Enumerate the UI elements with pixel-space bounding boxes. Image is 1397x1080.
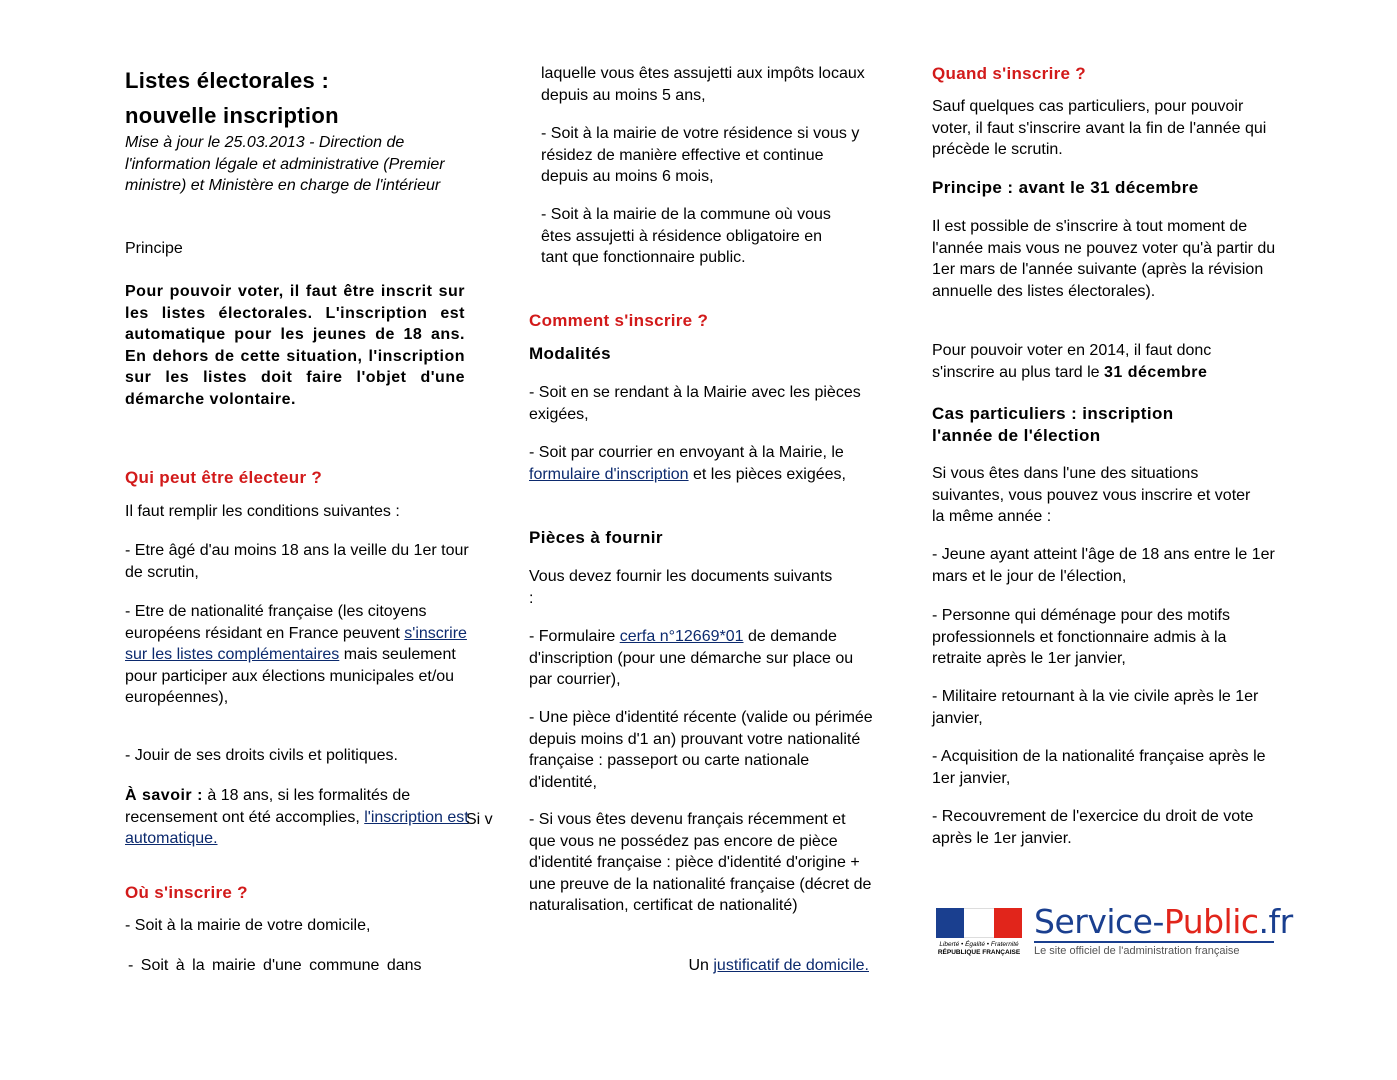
ou-residence: - Soit à la mairie de votre résidence si vous y résidez de manière effective et continue depuis au moins 6 mois, bbox=[541, 125, 860, 185]
ou-commune-continued: laquelle vous êtes assujetti aux impôts locaux depuis au moins 5 ans, bbox=[541, 65, 865, 104]
cas-jeune: - Jeune ayant atteint l'âge de 18 ans entre le 1er mars et le jour de l'élection, bbox=[932, 546, 1275, 585]
ou-commune: - Soit à la mairie d'une commune dans bbox=[128, 957, 422, 974]
cas-particuliers-heading: Cas particuliers : inscription l'année de l'élection bbox=[932, 404, 1174, 445]
link-justificatif-domicile[interactable]: justificatif de domicile. bbox=[713, 957, 869, 974]
condition-age: - Etre âgé d'au moins 18 ans la veille du 1er tour de scrutin, bbox=[125, 542, 469, 581]
principe-text: Pour pouvoir voter, il faut être inscrit sur les listes électorales. L'inscription est automatique pour les jeunes de 18 ans. En dehors de cette situation, l'inscription sur les listes doit faire l'objet d'une démarche volontaire. bbox=[125, 283, 465, 408]
condition-rights: - Jouir de ses droits civils et politiques. bbox=[125, 747, 398, 764]
a-savoir-label: À savoir : bbox=[125, 787, 203, 804]
republique-francaise-logo bbox=[936, 908, 1022, 958]
piece-formulaire: - Formulaire cerfa n°12669*01 de demande d'inscription (pour une démarche sur place ou par courrier), bbox=[529, 628, 854, 688]
piece-identite: - Une pièce d'identité récente (valide ou périmée depuis moins d'1 an) prouvant votre nationalité française : passeport ou carte nationale d'identité, bbox=[529, 709, 873, 791]
heading-ou-s-inscrire: Où s'inscrire ? bbox=[125, 883, 248, 902]
ou-fonctionnaire: - Soit à la mairie de la commune où vous êtes assujetti à résidence obligatoire en tant que fonctionnaire public. bbox=[541, 206, 831, 266]
heading-quand-s-inscrire: Quand s'inscrire ? bbox=[932, 64, 1086, 83]
a-savoir: À savoir : à 18 ans, si les formalités de recensement ont été accomplies, l'inscription est automatique. bbox=[125, 787, 469, 847]
piece-domicile: Un justificatif de domicile. bbox=[688, 957, 869, 974]
wordmark-underline bbox=[1034, 941, 1274, 943]
heading-qui-peut-etre-electeur: Qui peut être électeur ? bbox=[125, 468, 323, 487]
ou-domicile: - Soit à la mairie de votre domicile, bbox=[125, 917, 371, 934]
modalites-heading: Modalités bbox=[529, 344, 612, 363]
link-listes-complementaires[interactable]: s'inscrire sur les listes complémentaires bbox=[125, 624, 467, 663]
conditions-intro: Il faut remplir les conditions suivantes : bbox=[125, 503, 400, 520]
quand-text: Sauf quelques cas particuliers, pour pouvoir voter, il faut s'inscrire avant la fin de l'année qui précède le scrutin. bbox=[932, 98, 1267, 158]
link-formulaire-inscription[interactable]: formulaire d'inscription bbox=[529, 465, 689, 483]
cas-recouvrement: - Recouvrement de l'exercice du droit de vote après le 1er janvier. bbox=[932, 808, 1254, 847]
stray-text: Si v bbox=[466, 811, 493, 828]
update-meta: Mise à jour le 25.03.2013 - Direction de l'information légale et administrative (Premier ministre) et Ministère en charge de l'intérieur bbox=[125, 134, 445, 194]
principe-label: Principe bbox=[125, 240, 183, 257]
link-inscription-automatique[interactable]: l'inscription est automatique. bbox=[125, 808, 469, 847]
principe-text-col3: Il est possible de s'inscrire à tout moment de l'année mais vous ne pouvez voter qu'à partir du 1er mars de l'année suivante (après la révision annuelle des listes électorales). bbox=[932, 218, 1276, 300]
service-public-logo bbox=[932, 900, 1293, 962]
vote-2014: Pour pouvoir voter en 2014, il faut donc s'inscrire au plus tard le 31 décembre bbox=[932, 342, 1212, 381]
link-cerfa[interactable]: cerfa n°12669*01 bbox=[619, 628, 744, 645]
condition-nationality: - Etre de nationalité française (les citoyens européens résidant en France peuvent s'inscrire sur les listes complémentaires mais seulement pour participer aux élections municipales et/ou européennes), bbox=[125, 603, 467, 706]
pieces-heading: Pièces à fournir bbox=[529, 528, 663, 547]
piece-naturalisation: - Si vous êtes devenu français récemment et que vous ne possédez pas encore de pièce d'identité française : pièce d'identité d'origine + une preuve de la nationalité française (décret de naturalisation, certificat de nationalité) bbox=[529, 811, 872, 914]
page-title-line2: nouvelle inscription bbox=[125, 103, 339, 128]
cas-militaire: - Militaire retournant à la vie civile après le 1er janvier, bbox=[932, 688, 1259, 727]
pieces-intro: Vous devez fournir les documents suivants : bbox=[529, 568, 833, 607]
rf-name: RÉPUBLIQUE FRANÇAISE bbox=[937, 949, 1021, 956]
marianne-flag-icon bbox=[936, 908, 1022, 938]
modalite-mairie: - Soit en se rendant à la Mairie avec les pièces exigées, bbox=[529, 384, 861, 423]
heading-comment-s-inscrire: Comment s'inscrire ? bbox=[529, 311, 709, 330]
service-public-wordmark: Service-Public.fr bbox=[1034, 902, 1293, 941]
modalite-courrier: - Soit par courrier en envoyant à la Mairie, le formulaire d'inscription et les pièces exigées, bbox=[529, 444, 846, 483]
cas-demenagement: - Personne qui déménage pour des motifs professionnels et fonctionnaire admis à la retraite après le 1er janvier, bbox=[932, 607, 1230, 667]
cas-nationalite: - Acquisition de la nationalité française après le 1er janvier, bbox=[932, 748, 1266, 787]
principe-31-decembre: Principe : avant le 31 décembre bbox=[932, 178, 1199, 197]
service-public-tagline: Le site officiel de l'administration française bbox=[1034, 945, 1240, 957]
rf-motto: Liberté • Égalité • Fraternité bbox=[939, 941, 1019, 948]
cas-intro: Si vous êtes dans l'une des situations suivantes, vous pouvez vous inscrire et voter la même année : bbox=[932, 465, 1251, 525]
page-title-line1: Listes électorales : bbox=[125, 68, 330, 93]
